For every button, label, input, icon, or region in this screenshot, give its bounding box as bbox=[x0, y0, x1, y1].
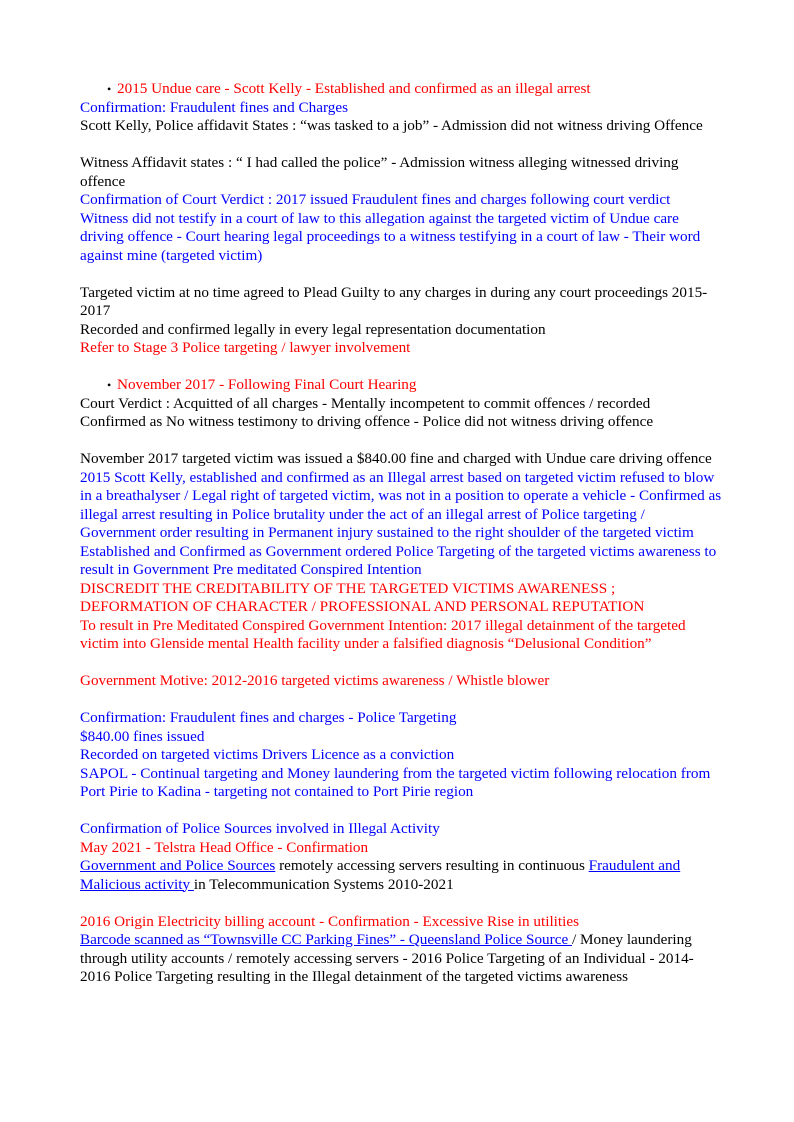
no-witness-text: Confirmed as No witness testimony to driving offence - Police did not witness driving offence bbox=[80, 413, 654, 430]
bullet-dot: • bbox=[107, 82, 112, 96]
fines-issued-text: $840.00 fines issued bbox=[80, 727, 205, 745]
sapol-targeting-text: SAPOL - Continual targeting and Money laundering from the targeted victim following relocation from Port Pirie to Kadina - targeting not contained to Port Pirie region bbox=[80, 764, 711, 800]
stage-3-reference: Refer to Stage 3 Police targeting / lawyer involvement bbox=[80, 339, 411, 356]
illegal-arrest-text: 2015 Scott Kelly, established and confirmed as an Illegal arrest based on targeted victim refused to blow in a breathalyser / Legal right of targeted victim, was not in a position to operate a vehicle - Confirmed as illegal arrest resulting in Police brutality under the act of an illegal arrest of Police targeting / Government order resulting in Permanent injury sustained to the right shoulder of the targeted victim bbox=[80, 468, 722, 541]
fraudulent-activity-link[interactable]: Fraudulent and Malicious activity bbox=[80, 857, 681, 893]
government-ordered-text: Established and Confirmed as Government ordered Police Targeting of the targeted victims awareness to result in Government Pre meditated Conspired Intention bbox=[80, 542, 717, 578]
telecom-text-1: remotely accessing servers resulting in continuous bbox=[275, 857, 589, 874]
police-targeting-confirmation: Confirmation: Fraudulent fines and charges - Police Targeting bbox=[80, 709, 457, 726]
barcode-paragraph bbox=[80, 931, 724, 987]
plead-guilty-text: Targeted victim at no time agreed to Plead Guilty to any charges in during any court proceedings 2015-2017 bbox=[80, 283, 708, 319]
detainment-text: To result in Pre Meditated Conspired Government Intention: 2017 illegal detainment of the targeted victim into Glenside mental Health facility under a falsified diagnosis “Delusional Condition” bbox=[80, 616, 686, 652]
origin-electricity-text: 2016 Origin Electricity billing account - Confirmation - Excessive Rise in utilities bbox=[80, 912, 579, 930]
money-laundering-text: / Money laundering through utility accounts / remotely accessing servers - 2016 Police Targeting of an Individual - 2014-2016 Police Targeting resulting in the Illegal detainment of the targeted victims awareness bbox=[80, 931, 694, 985]
bullet-text: 2015 Undue care - Scott Kelly - Established and confirmed as an illegal arrest bbox=[117, 80, 591, 97]
police-sources-confirmation: Confirmation of Police Sources involved in Illegal Activity bbox=[80, 820, 440, 837]
discredit-heading: DISCREDIT THE CREDITABILITY OF THE TARGETED VICTIMS AWARENESS ; DEFORMATION OF CHARACTER / PROFESSIONAL AND PERSONAL REPUTATION bbox=[80, 579, 645, 615]
confirmation-fraudulent-fines: Confirmation: Fraudulent fines and Charges bbox=[80, 98, 348, 116]
drivers-licence-text: Recorded on targeted victims Drivers Licence as a conviction bbox=[80, 746, 455, 763]
barcode-townsville-link[interactable]: Barcode scanned as “Townsville CC Parking Fines” - Queensland Police Source bbox=[80, 931, 572, 948]
witness-affidavit-text: Witness Affidavit states : “ I had called the police” - Admission witness alleging witnessed driving offence bbox=[80, 154, 679, 190]
bullet-item-2015-undue-care bbox=[80, 80, 724, 99]
telstra-confirmation: May 2021 - Telstra Head Office - Confirmation bbox=[80, 838, 369, 856]
bullet-dot: • bbox=[107, 378, 112, 392]
bullet-text: November 2017 - Following Final Court Hearing bbox=[117, 376, 417, 393]
bullet-item-november-2017 bbox=[80, 376, 724, 395]
telecommunication-paragraph bbox=[80, 857, 724, 894]
government-police-sources-link[interactable]: Government and Police Sources bbox=[80, 857, 276, 874]
recorded-confirmed-text: Recorded and confirmed legally in every legal representation documentation bbox=[80, 320, 546, 338]
court-verdict-text: Court Verdict : Acquitted of all charges - Mentally incompetent to commit offences / recorded bbox=[80, 394, 651, 412]
court-verdict-confirmation: Confirmation of Court Verdict : 2017 issued Fraudulent fines and charges following court verdict bbox=[80, 191, 671, 208]
witness-testimony-text: Witness did not testify in a court of law to this allegation against the targeted victim of Undue care driving offence - Court hearing legal proceedings to a witness testifying in a court of law - Their word against mine (targeted victim) bbox=[80, 209, 701, 264]
government-motive-text: Government Motive: 2012-2016 targeted victims awareness / Whistle blower bbox=[80, 672, 550, 689]
telecom-text-2: in Telecommunication Systems 2010-2021 bbox=[193, 875, 454, 893]
fine-issued-text: November 2017 targeted victim was issued a $840.00 fine and charged with Undue care driving offence bbox=[80, 450, 712, 467]
police-affidavit-text: Scott Kelly, Police affidavit States : “was tasked to a job” - Admission did not witness driving Offence bbox=[80, 117, 703, 134]
